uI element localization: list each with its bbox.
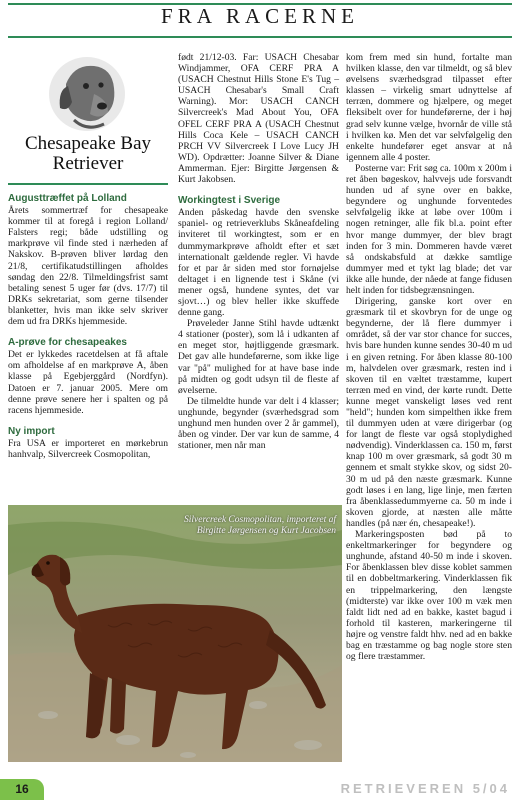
photo-caption: Silvercreek Cosmopolitan, importeret af Birgitte Jørgensen og Kurt Jacobsen (184, 515, 336, 536)
body-workingtest-2: Prøveleder Janne Stihl havde udtænkt 4 stationer (poster), som lå i udkanten af en meget stor, højtliggende græsmark. Det gav alle hundeførerne, som ikke lige var "på" mulighed for at have base inde på midten og godt udsyn til de fleste af øvelserne. (178, 318, 339, 396)
header-rule-bottom (8, 36, 512, 38)
column-3 (346, 52, 512, 662)
body-augusttraeffet: Årets sommertræf for chesapeake kommer til at foregå i region Lolland/ Falsters regi; både udstilling og markprøve vil finde sted i nærheden af Nakskov. B-prøven bliver lørdag den 21/8, certifikatudstillingen afholdes søndag den 22/8. Tilmeldingsfrist samt betaling senest 5 uger før (dvs. 17/7) til DRKs sekretariat, som gerne tilsender blanketter, hvis man ikke selv skriver dem ud fra DRKs hjemmeside. (8, 205, 168, 328)
body-col3-2: Posterne var: Frit søg ca. 100m x 200m i ret åben bøgeskov, halvvejs ude forsvandt hunden ud af syne over en bakke, begyndere og unghunde forventedes selvfølgelig ikke at løbe over 100m i nogen retninger, alle fik bl.a. point efter hvor mange dummyer, der blev bragt inden for 3 min. Dommeren havde været så ondskabsfuld at dække samtlige dummyer med et tykt lag blade; det var ikke alle hunde, der nåede at fange fidusen helt inden for tidsbegrænsningen. (346, 162, 512, 296)
body-col3-4: Markeringsposten bød på to enkeltmarkeringer for begyndere og unghunde, afstand 40-50 m inde i skoven. For åbenklassen blev disse koblet sammen til en dobbeltmarkering. Vinderklassen fik en trippelmarkering, den længste (midterste) var ikke over 100 m væk men faldt lidt ned ad en bakke, kastet bagud i forhold til kasteren, markeringerne til højre og venstre faldt hhv. ned ad en bakke bag en træstamme og bag nogle store sten og flere træstammer. (346, 529, 512, 663)
heading-ny-import: Ny import (8, 425, 55, 437)
body-col3-1: kom frem med sin hund, fortalte man hvilken klasse, den var tilmeldt, og så blev øvelsens sværhedsgrad tilpasset efter klassen – virkelig smart udnyttelse af terræn, dommere og hjælpere, og meget fleksibelt over for hundeførerne, der i høj grad selv kunne vælge, hvornår de ville stå i hvilken kø. Men det var selvfølgelig den enkelte hundefører eget ansvar at nå igennem alle 4 poster. (346, 52, 512, 163)
logo-rule (8, 183, 168, 185)
magazine-name: RETRIEVEREN 5/04 (340, 781, 510, 796)
column-2 (178, 52, 339, 451)
breed-logo (8, 52, 168, 177)
section-title: FRA RACERNE (161, 4, 359, 28)
heading-a-proeve: A-prøve for chesapeakes (8, 337, 127, 349)
body-a-proeve: Det er lykkedes racetdelsen at få aftale om afholdelse af en markprøve A, åben klasse på Egebjerggård (Nordfyn). Datoen er 7. januar 2005. Mere om denne prøve senere her i spalten og på racens hjemmeside. (8, 349, 168, 416)
breed-title: Chesapeake Bay Retriever (24, 133, 152, 174)
body-col3-3: Dirigering, ganske kort over en græsmark til et skovbryn for de unge og begynderne, der lå flere dummyer i området, så der var stor chance for succes, hvis bare hunden kunne sendes 30-40 m ud i en given retning. For åben klasse 80-100 m, halvdelen over græsmark, resten ind i skoven til en væltet træstamme, kupert terræn med en vind, der kørte rundt. Dette kunne meget vanskeligt løses ved rent "held"; hunden kom simpelthen ikke frem til dummyen uden at være dirigerbar (og for langt de fleste var også stoplydighed nødvendig). Vinderklassen ca. 150 m, først knap 100 m over græsmark, så godt 30 m gennem et smalt stykke skov, og sidst 20-30 m ud på den næste græsmark. Kunne godt løses i en lang, lige linje, men færten fra åbenklassedummyerne ca. 50 m inde i skoven gjorde, at næsten alle måtte handles (på nær én, chesapeake!). (346, 296, 512, 529)
page-number: 16 (0, 779, 44, 800)
dog-photo (8, 505, 342, 762)
body-workingtest-1: Anden påskedag havde den svenske spaniel- og retrieverklubs Skåneafdeling inviteret til workingtest, som er en dummymarkprøve afholdt efter et sæt internationalt gældende regler. Vi havde for et par år siden med stor fornøjelse deltaget i en lignende test i Skåne (vi mener også, hundene syntes, det var sjovt…) og blev heller ikke skuffede denne gang. (178, 207, 339, 319)
body-pedigree: født 21/12-03. Far: USACH Chesabar Windjammer, OFA CERF PRA A (USACH Chestnut Hills Stone E's Tug – USACH Chesabar's Small Craft Warning). Mor: USACH CANCH Silvercreek's Mad About You, OFA OFEL CERF PRA A (USACH Chestnut Hills Coca Kele – USACH CANCH PRCH VV Silvercreek I Love Lucy JH WD). Opdrætter: Joanne Silver & Diane Ammerman. Ejer: Birgitte Jørgensen & Kurt Jakobsen. (178, 52, 339, 186)
column-1 (8, 52, 168, 460)
body-ny-import: Fra USA er importeret en mørkebrun hanhvalp, Silvercreek Cosmopolitan, (8, 437, 168, 460)
heading-workingtest: Workingtest i Sverige (178, 195, 281, 207)
dog-photo-illustration (8, 505, 342, 762)
body-workingtest-3: De tilmeldte hunde var delt i 4 klasser; unghunde, begynder (sværhedsgrad som unghund men hunden over 2 år gammel), åben og vinder. Der var kun de samme, 4 stationer, men når man (178, 395, 339, 452)
dog-head-illustration (44, 54, 130, 132)
heading-augusttraeffet: Augusttræffet på Lolland (8, 193, 127, 204)
